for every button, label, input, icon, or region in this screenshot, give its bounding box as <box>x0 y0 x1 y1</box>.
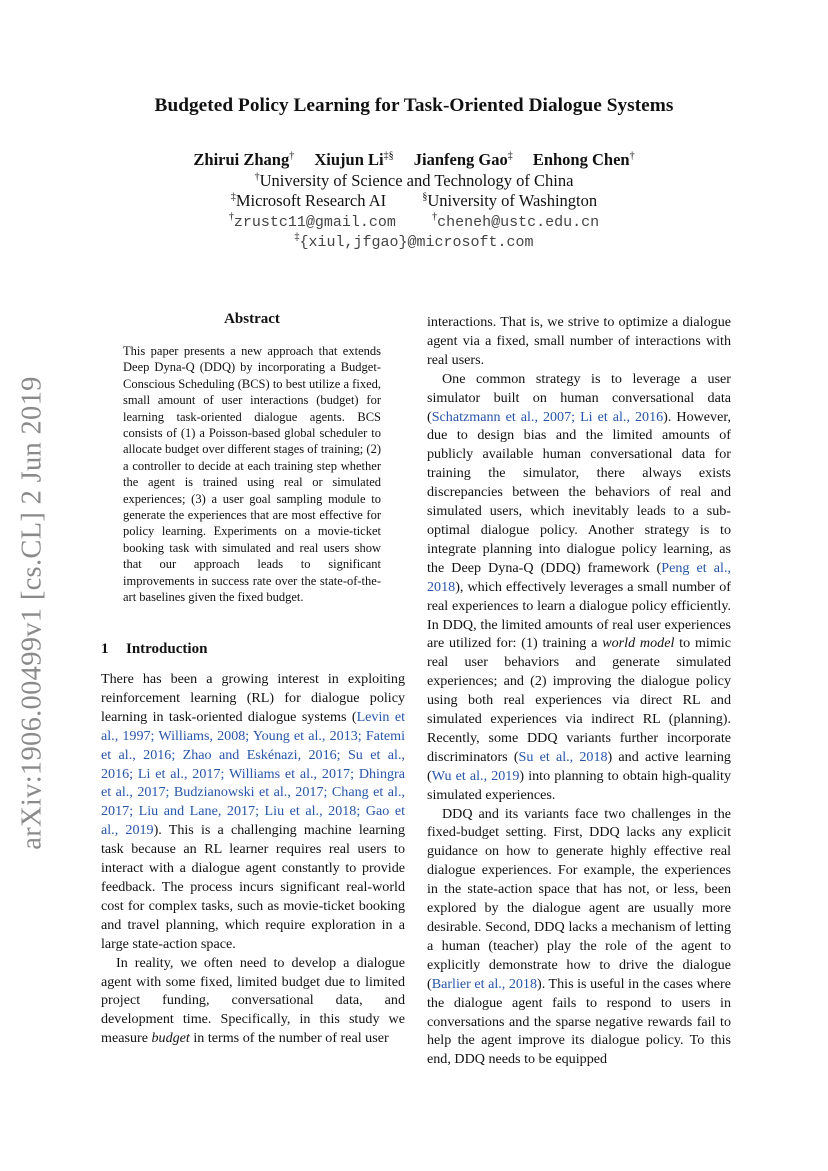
section-heading-introduction <box>101 641 207 658</box>
affiliation-line-2 <box>0 191 828 211</box>
section-title: Introduction <box>126 641 208 657</box>
email-cheneh: †cheneh@ustc.edu.cn <box>432 211 600 231</box>
author: Zhirui Zhang† <box>193 150 295 169</box>
abstract-body: This paper presents a new approach that extends Deep Dyna-Q (DDQ) by incorporating a Budget-Conscious Scheduling (BCS) to best utilize a fixed, small amount of user interactions (budget) for learning task-oriented dialogue agents. BCS consists of (1) a Poisson-based global scheduler to allocate budget over different stages of training; (2) a controller to decide at each training step whether the agent is trained using real or simulated experiences; (3) a user goal sampling module to generate the experiences that are most effective for policy learning. Experiments on a movie-ticket booking task with simulated and real users show that our approach leads to significant improvements in success rate over the state-of-the-art baselines given the fixed budget. <box>123 344 381 605</box>
abstract-heading: Abstract <box>224 311 280 327</box>
author: Xiujun Li‡§ <box>314 150 394 169</box>
affiliation-uw: §University of Washington <box>422 191 598 210</box>
citation-link[interactable]: Peng et al., 2018 <box>427 559 731 595</box>
paragraph: There has been a growing interest in exploiting reinforcement learning (RL) for dialogue policy learning in task-oriented dialogue systems (Levin et al., 1997; Williams, 2008; Young et al., 2013; Fatemi et al., 2016; Zhao and Eskénazi, 2016; Su et al., 2016; Li et al., 2017; Williams et al., 2017; Dhingra et al., 2017; Budzianowski et al., 2017; Chang et al., 2017; Liu and Lane, 2017; Liu et al., 2018; Gao et al., 2019). This is a challenging machine learning task because an RL learner requires real users to interact with a dialogue agent constantly to provide feedback. The process incurs significant real-world cost for complex tasks, such as movie-ticket booking and travel planning, which require exploration in a large state-action space. <box>101 671 406 952</box>
paragraph: interactions. That is, we strive to optimize a dialogue agent via a fixed, small number of interactions with real users. <box>427 314 731 368</box>
citation-link[interactable]: Levin et al., 1997; Williams, 2008; Young et al., 2013; Fatemi et al., 2016; Zhao and Eskénazi, 2016; Su et al., 2016; Li et al., 2017; Williams et al., 2017; Dhingra et al., 2017; Budzianowski et al., 2017; Chang et al., 2017; Liu and Lane, 2017; Liu et al., 2018; Gao et al., 2019 <box>101 708 406 839</box>
paragraph: DDQ and its variants face two challenges in the fixed-budget setting. First, DDQ lacks any explicit guidance on how to generate highly effective real dialogue experiences. For example, the experiences in the state-action space that has not, or less, been explored by the dialogue agent are usually more desirable. Second, DDQ lacks a mechanism of letting a human (teacher) play the role of the agent to explicitly demonstrate how to drive the dialogue (Barlier et al., 2018). This is useful in the cases where the dialogue agent fails to respond to users in conversations and the sparse negative rewards fail to help the agent improve its dialogue policy. To this end, DDQ needs to be equipped <box>427 805 732 1068</box>
affiliation-ustc: †University of Science and Technology of China <box>254 171 574 190</box>
right-column-body <box>427 313 731 1069</box>
paragraph: In reality, we often need to develop a dialogue agent with some fixed, limited budget due to limited project funding, conversational data, and development time. Specifically, in this study we measure budget in terms of the number of real user <box>101 954 405 1047</box>
email-line-2 <box>0 231 828 251</box>
section-number: 1 <box>101 641 109 657</box>
author: Jianfeng Gao‡ <box>413 150 513 169</box>
citation-link[interactable]: Wu et al., 2019 <box>431 767 520 784</box>
left-column-body <box>101 670 405 1048</box>
arxiv-identifier-watermark <box>4 378 62 848</box>
arxiv-identifier: arXiv:1906.00499v1 [cs.CL] 2 Jun 2019 <box>17 376 49 850</box>
paper-title: Budgeted Policy Learning for Task-Oriented Dialogue Systems <box>154 95 674 116</box>
citation-link[interactable]: Schatzmann et al., 2007; Li et al., 2016 <box>431 408 664 425</box>
email-zrustc: †zrustc11@gmail.com <box>228 211 396 231</box>
affiliation-msr: ‡Microsoft Research AI <box>230 191 387 210</box>
citation-link[interactable]: Barlier et al., 2018 <box>431 975 538 992</box>
paragraph: One common strategy is to leverage a user simulator built on human conversational data (Schatzmann et al., 2007; Li et al., 2016). However, due to design bias and the limited amounts of publicly available human conversational data for training the simulator, there always exists discrepancies between the behaviors of real and simulated users, which inevitably leads to a sub-optimal dialogue policy. Another strategy is to integrate planning into dialogue policy learning, as the Deep Dyna-Q (DDQ) framework (Peng et al., 2018), which effectively leverages a small number of real experiences to learn a dialogue policy efficiently. In DDQ, the limited amounts of real user experiences are utilized for: (1) training a world model to mimic real user behaviors and generate simulated experiences; and (2) improving the dialogue policy using both real experiences via direct RL and simulated experiences via indirect RL (planning). Recently, some DDQ variants further incorporate discriminators (Su et al., 2018) and active learning (Wu et al., 2019) into planning to obtain high-quality simulated experiences. <box>427 370 731 803</box>
citation-link[interactable]: Su et al., 2018 <box>518 748 608 765</box>
email-microsoft: ‡{xiul,jfgao}@microsoft.com <box>294 231 534 251</box>
author-list <box>0 150 828 170</box>
author: Enhong Chen† <box>532 150 635 169</box>
email-line-1 <box>0 211 828 231</box>
